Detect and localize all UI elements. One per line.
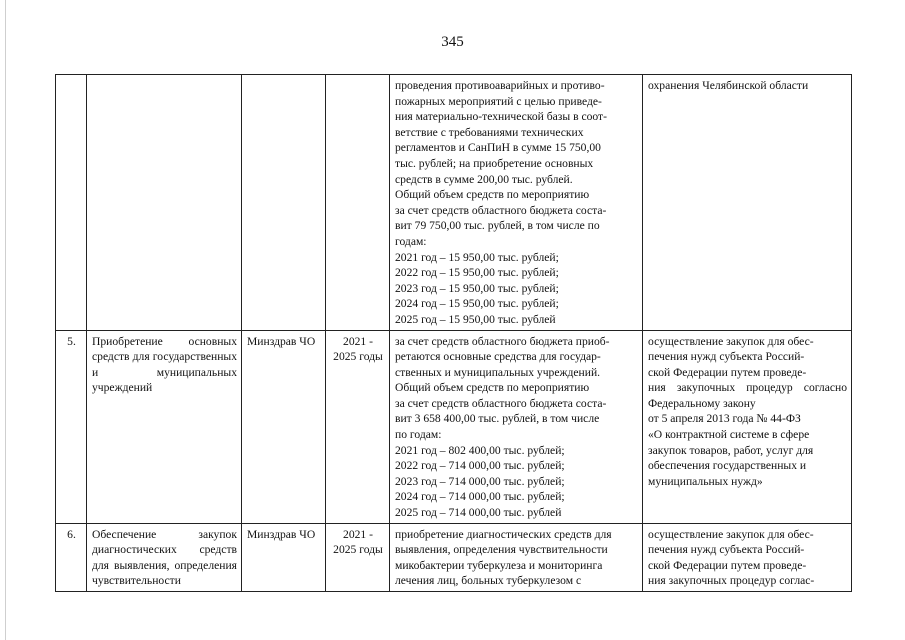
measure-name: Приобретение основных средств для государственных и муниципальных учреждений <box>87 330 242 523</box>
measure-name <box>87 75 242 331</box>
row-number: 6. <box>56 523 87 591</box>
measure-mechanism: осуществление закупок для обес- печения нужд субъекта Россий- ской Федерации путем проведе- ния закупочных процедур согласно Федеральному закону от 5 апреля 2013 года № 44-ФЗ «О контрактной системе в сфере закупок товаров, работ, услуг для обеспечения государственных и муниципальных нужд» <box>643 330 852 523</box>
scan-edge-line <box>5 0 6 640</box>
measure-period: 2021 - 2025 годы <box>326 523 390 591</box>
measure-name: Обеспечение закупок диагностических средств для выявления, определения чувствительности <box>87 523 242 591</box>
row-number <box>56 75 87 331</box>
table-row <box>56 523 852 591</box>
table-row <box>56 330 852 523</box>
measure-description: за счет средств областного бюджета приоб- ретаются основные средства для государ- ственных и муниципальных учреждений. Общий объем средств по мероприятию за счет средств областного бюджета соста- вит 3 658 400,00 тыс. рублей, в том числе по годам: 2021 год – 802 400,00 тыс. рублей; 2022 год – 714 000,00 тыс. рублей; 2023 год – 714 000,00 тыс. рублей; 2024 год – 714 000,00 тыс. рублей; 2025 год – 714 000,00 тыс. рублей <box>390 330 643 523</box>
measure-mechanism: охранения Челябинской области <box>643 75 852 331</box>
page-number: 345 <box>441 34 464 50</box>
measure-period <box>326 75 390 331</box>
measure-executor: Минздрав ЧО <box>242 523 326 591</box>
measure-executor <box>242 75 326 331</box>
table-row <box>56 75 852 331</box>
measure-mechanism: осуществление закупок для обес- печения нужд субъекта Россий- ской Федерации путем проведе- ния закупочных процедур соглас- <box>643 523 852 591</box>
measures-table <box>55 74 852 592</box>
measure-period: 2021 - 2025 годы <box>326 330 390 523</box>
measure-executor: Минздрав ЧО <box>242 330 326 523</box>
measure-description: проведения противоаварийных и противо- пожарных мероприятий с целью приведе- ния материально-технической базы в соот- ветствие с требованиями технических регламентов и СанПиН в сумме 15 750,00 тыс. рублей; на приобретение основных средств в сумме 200,00 тыс. рублей. Общий объем средств по мероприятию за счет средств областного бюджета соста- вит 79 750,00 тыс. рублей, в том числе по годам: 2021 год – 15 950,00 тыс. рублей; 2022 год – 15 950,00 тыс. рублей; 2023 год – 15 950,00 тыс. рублей; 2024 год – 15 950,00 тыс. рублей; 2025 год – 15 950,00 тыс. рублей <box>390 75 643 331</box>
row-number: 5. <box>56 330 87 523</box>
measure-description: приобретение диагностических средств для выявления, определения чувствительности микобактерии туберкулеза и мониторинга лечения лиц, больных туберкулезом с <box>390 523 643 591</box>
